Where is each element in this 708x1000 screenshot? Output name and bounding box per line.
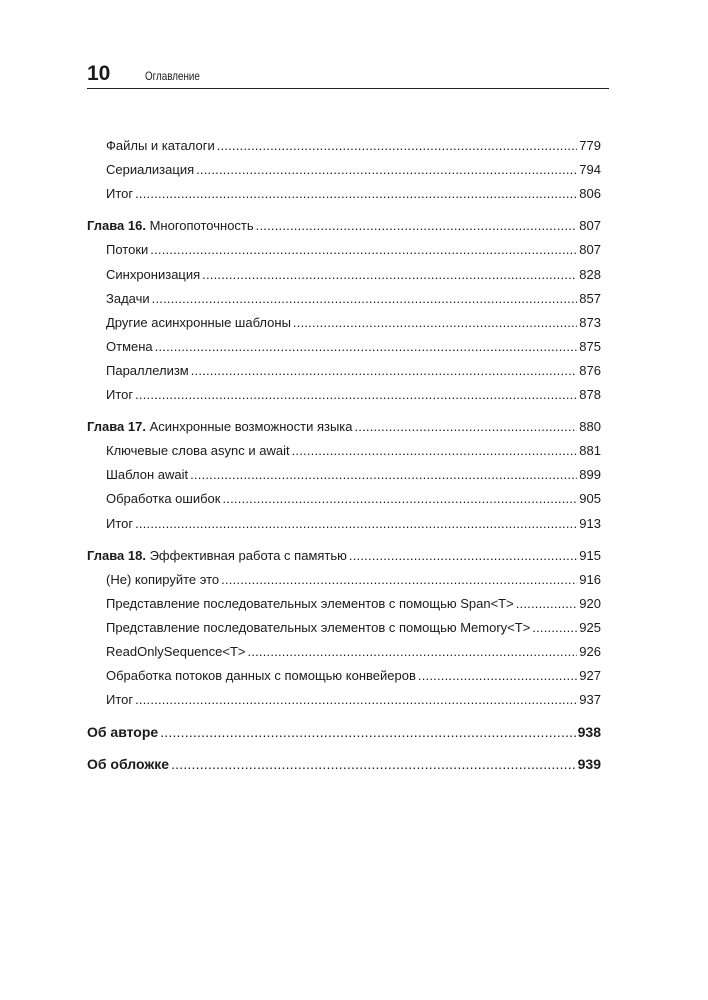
toc-entry — [87, 355, 601, 379]
dot-leader — [152, 291, 578, 307]
chapter-label: Глава 17. — [87, 419, 146, 435]
toc-entry — [87, 258, 601, 282]
toc-chapter-entry — [87, 411, 601, 435]
dot-leader — [292, 443, 578, 459]
toc-page-number: 807 — [579, 242, 601, 258]
toc-entry — [87, 283, 601, 307]
toc-page-number: 913 — [579, 515, 601, 531]
toc-entry — [87, 234, 601, 258]
toc-entry-title: Представление последовательных элементов с помощью Memory<T> — [106, 619, 531, 635]
toc-entry — [87, 379, 601, 403]
toc-entry-title: Итог — [106, 515, 134, 531]
toc-entry — [87, 130, 601, 154]
dot-leader — [221, 572, 577, 588]
chapter-label: Глава 18. — [87, 547, 146, 563]
toc-page-number: 926 — [579, 643, 601, 659]
toc-entry — [87, 660, 601, 684]
toc-page-number: 905 — [579, 491, 601, 507]
dot-leader — [135, 516, 577, 532]
dot-leader — [293, 315, 577, 331]
dot-leader — [155, 339, 578, 355]
running-title: Оглавление — [145, 69, 200, 83]
toc-page-number: 857 — [579, 290, 601, 306]
toc-entry — [87, 684, 601, 708]
dot-leader — [202, 267, 577, 283]
dot-leader — [349, 548, 577, 564]
dot-leader — [256, 218, 578, 234]
page-header — [87, 60, 609, 89]
toc-entry-title: Шаблон await — [106, 467, 189, 483]
dot-leader — [418, 668, 577, 684]
dot-leader — [150, 242, 577, 258]
toc-entry-title: Другие асинхронные шаблоны — [106, 314, 291, 330]
toc-entry-title — [87, 218, 254, 234]
toc-entry — [87, 307, 601, 331]
toc-section-entry — [87, 716, 601, 740]
dot-leader — [532, 620, 577, 636]
dot-leader — [196, 162, 577, 178]
dot-leader — [191, 363, 578, 379]
toc-page-number: 875 — [579, 338, 601, 354]
toc-entry-title: Обработка ошибок — [106, 491, 221, 507]
toc-entry-title — [87, 419, 353, 435]
toc-page-number: 779 — [579, 138, 601, 154]
toc-entry-title: Итог — [106, 387, 134, 403]
chapter-title: Многопоточность — [149, 218, 254, 234]
toc-page-number: 807 — [579, 218, 601, 234]
toc-entry — [87, 154, 601, 178]
toc-entry-title: Обработка потоков данных с помощью конвейеров — [106, 668, 416, 684]
toc-entry-title: Сериализация — [106, 162, 195, 178]
dot-leader — [171, 756, 576, 772]
toc-entry-title: Итог — [106, 186, 134, 202]
dot-leader — [217, 138, 578, 154]
toc-entry-title: Об обложке — [87, 756, 170, 773]
toc-entry — [87, 507, 601, 531]
dot-leader — [355, 419, 578, 435]
toc-entry — [87, 178, 601, 202]
toc-entry — [87, 331, 601, 355]
table-of-contents — [87, 130, 601, 772]
toc-entry — [87, 564, 601, 588]
toc-page-number: 916 — [579, 571, 601, 587]
dot-leader — [135, 387, 577, 403]
toc-page-number: 927 — [579, 668, 601, 684]
toc-chapter-entry — [87, 210, 601, 234]
toc-page-number: 920 — [579, 595, 601, 611]
toc-entry-title: Ключевые слова async и await — [106, 443, 290, 459]
toc-entry-title: Представление последовательных элементов с помощью Span<T> — [106, 595, 514, 611]
dot-leader — [222, 491, 577, 507]
toc-section-entry — [87, 748, 601, 772]
toc-entry-title: Потоки — [106, 242, 149, 258]
toc-page-number: 878 — [579, 387, 601, 403]
toc-entry — [87, 612, 601, 636]
toc-entry-title: Синхронизация — [106, 266, 201, 282]
toc-entry-title: Итог — [106, 692, 134, 708]
dot-leader — [135, 186, 577, 202]
toc-entry-title: Файлы и каталоги — [106, 138, 215, 154]
chapter-label: Глава 16. — [87, 218, 146, 234]
toc-entry — [87, 459, 601, 483]
chapter-title: Эффективная работа с памятью — [149, 547, 347, 563]
toc-page-number: 794 — [579, 162, 601, 178]
dot-leader — [516, 596, 578, 612]
toc-entry — [87, 636, 601, 660]
toc-entry-title: Об авторе — [87, 724, 159, 741]
toc-entry-title — [87, 548, 347, 564]
toc-page-number: 876 — [579, 362, 601, 378]
toc-entry-title: ReadOnlySequence<T> — [106, 643, 246, 659]
toc-page-number: 881 — [579, 443, 601, 459]
dot-leader — [160, 724, 575, 740]
toc-entry-title: Параллелизм — [106, 362, 189, 378]
toc-chapter-entry — [87, 540, 601, 564]
page-number: 10 — [87, 62, 111, 85]
toc-entry — [87, 435, 601, 459]
dot-leader — [247, 644, 577, 660]
toc-page-number: 873 — [579, 314, 601, 330]
toc-entry — [87, 588, 601, 612]
toc-page-number: 899 — [579, 467, 601, 483]
dot-leader — [135, 692, 577, 708]
toc-page-number: 937 — [579, 692, 601, 708]
toc-page-number: 939 — [577, 756, 601, 773]
dot-leader — [190, 467, 577, 483]
toc-page-number: 925 — [579, 619, 601, 635]
toc-page-number: 938 — [577, 724, 601, 741]
toc-page-number: 828 — [579, 266, 601, 282]
toc-page-number: 915 — [579, 547, 601, 563]
chapter-title: Асинхронные возможности языка — [149, 419, 353, 435]
toc-entry-title: Задачи — [106, 290, 150, 306]
toc-page-number: 880 — [579, 419, 601, 435]
toc-entry-title: (Не) копируйте это — [106, 571, 220, 587]
toc-page-number: 806 — [579, 186, 601, 202]
toc-entry-title: Отмена — [106, 338, 153, 354]
toc-entry — [87, 483, 601, 507]
